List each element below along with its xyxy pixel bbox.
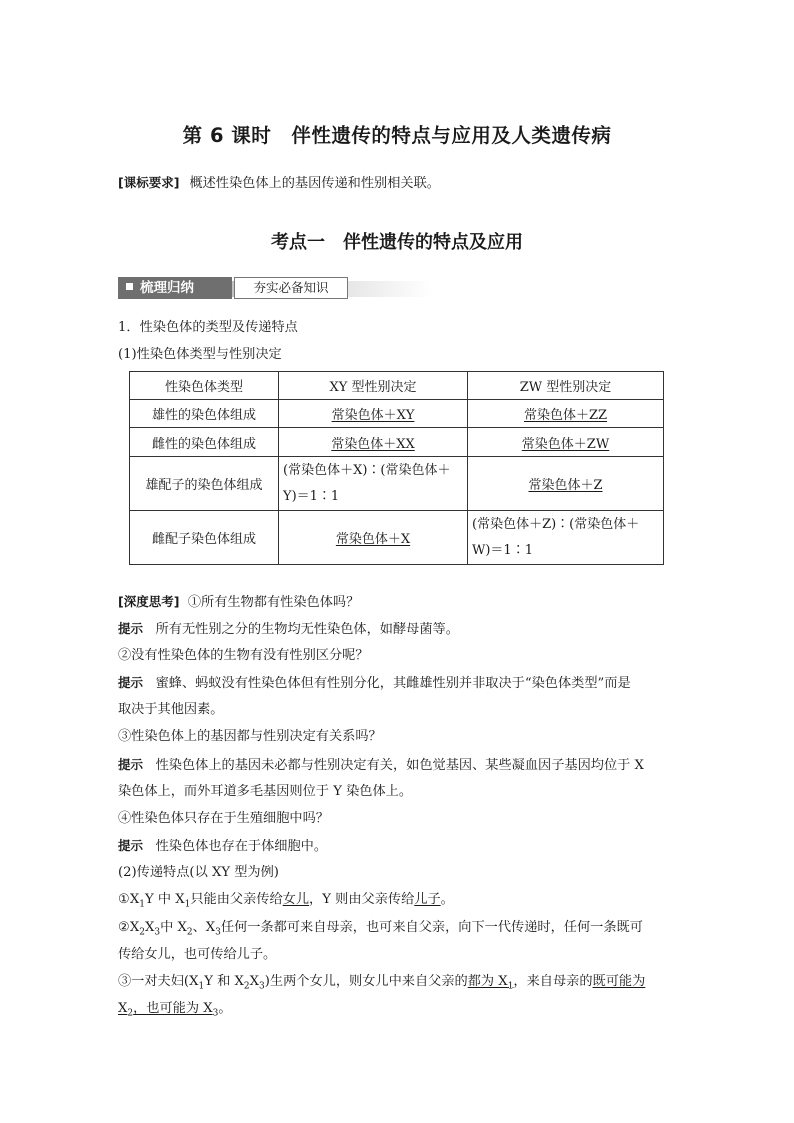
think-answer-2: 提示 蜜蜂、蚂蚁没有性染色体但有性别分化，其雌雄性别并非取决于“染色体类型”而是 bbox=[118, 675, 631, 691]
think-answer-1: 提示 所有无性别之分的生物均无性染色体，如酵母菌等。 bbox=[118, 621, 459, 637]
table-cell: 性染色体类型 bbox=[130, 372, 279, 400]
table-row bbox=[130, 511, 664, 565]
section-title: 考点一 伴性遗传的特点及应用 bbox=[271, 232, 523, 253]
banner-main: 梳理归纳 bbox=[118, 277, 232, 299]
transmission-point-2: $②X_2X_3$中 $X_2$、$X_3$任何一条都可来自母亲，也可来自父亲，向下一代传递时，任何一条既可 bbox=[118, 920, 643, 938]
table-cell: 雌性的染色体组成 bbox=[130, 428, 279, 457]
table-cell: 常染色体＋Z bbox=[468, 457, 664, 511]
table-cell: 常染色体＋XY bbox=[279, 400, 468, 428]
table-cell: 常染色体＋ZW bbox=[468, 428, 664, 457]
heading-2: (2)传递特点(以 XY 型为例) bbox=[118, 865, 279, 880]
think-answer-2-cont: 取决于其他因素。 bbox=[118, 702, 224, 717]
think-answer-3: 提示 性染色体上的基因未必都与性别决定有关，如色觉基因、某些凝血因子基因均位于 X bbox=[118, 757, 644, 773]
think-question-3: ③性染色体上的基因都与性别决定有关系吗？ bbox=[118, 729, 382, 744]
think-question-1: [深度思考] ①所有生物都有性染色体吗？ bbox=[118, 594, 360, 610]
table-header-row bbox=[130, 372, 664, 400]
page-title: 第 6 课时 伴性遗传的特点与应用及人类遗传病 bbox=[182, 124, 612, 147]
think-answer-4: 提示 性染色体也存在于体细胞中。 bbox=[118, 838, 328, 854]
heading-1a: (1)性染色体类型与性别决定 bbox=[118, 347, 282, 362]
chromosome-table bbox=[129, 371, 664, 565]
table-cell: (常染色体＋X)∶(常染色体＋ Y)＝1∶1 bbox=[279, 457, 468, 511]
square-icon bbox=[126, 283, 133, 290]
think-question-2: ②没有性染色体的生物有没有性别区分呢？ bbox=[118, 648, 369, 663]
table-cell: (常染色体＋Z)∶(常染色体＋ W)＝1∶1 bbox=[468, 511, 664, 565]
table-cell: ZW 型性别决定 bbox=[468, 372, 664, 400]
transmission-point-3-cont: $X_2$，也可能为 $X_3$。 bbox=[118, 1001, 232, 1019]
heading-1: 1．性染色体的类型及传递特点 bbox=[118, 320, 298, 335]
transmission-point-2-cont: 传给女儿，也可传给儿子。 bbox=[118, 947, 277, 962]
table-cell: XY 型性别决定 bbox=[279, 372, 468, 400]
think-question-4: ④性染色体只存在于生殖细胞中吗？ bbox=[118, 811, 329, 826]
requirement-label: [课标要求] bbox=[118, 175, 180, 190]
banner-side: 夯实必备知识 bbox=[234, 277, 348, 299]
table-row bbox=[130, 457, 664, 511]
transmission-point-1: $①X_1Y$ 中 $X_1$只能由父亲传给女儿，Y 则由父亲传给儿子。 bbox=[118, 892, 454, 910]
table-cell: 雄性的染色体组成 bbox=[130, 400, 279, 428]
table-cell: 常染色体＋ZZ bbox=[468, 400, 664, 428]
table-row bbox=[130, 428, 664, 457]
think-answer-3-cont: 染色体上，而外耳道多毛基因则位于 Y 染色体上。 bbox=[118, 784, 413, 799]
table-row bbox=[130, 400, 664, 428]
curriculum-requirement bbox=[118, 172, 440, 191]
section-banner bbox=[118, 277, 432, 301]
table-cell: 常染色体＋X bbox=[279, 511, 468, 565]
table-cell: 常染色体＋XX bbox=[279, 428, 468, 457]
table-cell: 雄配子的染色体组成 bbox=[130, 457, 279, 511]
requirement-text: 概述性染色体上的基因传递和性别相关联。 bbox=[189, 176, 440, 191]
table-cell: 雌配子染色体组成 bbox=[130, 511, 279, 565]
transmission-point-3: ③一对夫妇($X_1Y$ 和 $X_2X_3$)生两个女儿，则女儿中来自父亲的都为 $X_1$，来自母亲的既可能为 bbox=[118, 974, 646, 992]
